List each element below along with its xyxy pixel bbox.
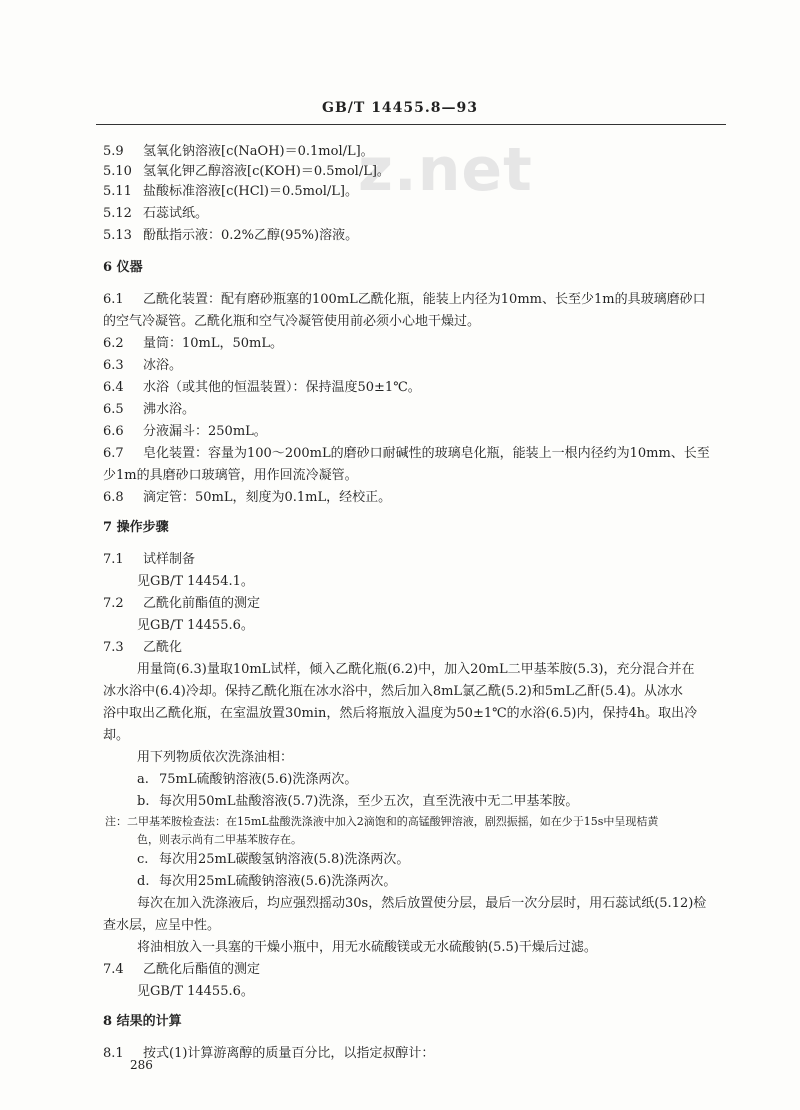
clause-text: 石蕊试纸。 — [143, 206, 209, 221]
clause-text: 按式(1)计算游离醇的质量百分比，以指定叔醇计： — [143, 1046, 435, 1061]
clause-text: 乙酰化装置：配有磨砂瓶塞的100mL乙酰化瓶，能装上内径为10mm、长至少1m的具玻璃磨砂口 — [143, 292, 706, 307]
text-line — [103, 334, 283, 354]
note-line: 注：二甲基苯胺检查法：在15mL盐酸洗涤液中加入2滴饱和的高锰酸钾溶液，剧烈振摇，如在少于15s中呈现桔黄 — [105, 815, 659, 828]
clause-number: b. — [137, 794, 150, 809]
clause-number: 6.7 — [103, 446, 124, 461]
text-line — [103, 400, 195, 420]
clause-text: 酚酞指示液：0.2%乙醇(95%)溶液。 — [143, 228, 359, 243]
text-line — [137, 792, 578, 812]
text-line — [137, 748, 293, 768]
text-line — [103, 704, 697, 724]
clause-text: 每次用25mL硫酸钠溶液(5.6)洗涤两次。 — [159, 874, 397, 889]
text-line — [103, 682, 683, 702]
clause-text: 每次在加入洗涤液后，均应强烈摇动30s，然后放置使分层，最后一次分层时，用石蕊试纸(5.12)检 — [137, 896, 707, 911]
watermark: z.net — [358, 135, 533, 205]
clause-number: 8.1 — [103, 1046, 124, 1061]
clause-text: 分液漏斗：250mL。 — [143, 424, 267, 439]
clause-number: 6.2 — [103, 336, 124, 351]
clause-text: 氢氧化钾乙醇溶液[c(KOH)＝0.5mol/L]。 — [143, 164, 390, 179]
clause-text: 用量筒(6.3)量取10mL试样，倾入乙酰化瓶(6.2)中，加入20mL二甲基苯胺(5.3)，充分混合并在 — [137, 662, 695, 677]
clause-text: 75mL硫酸钠溶液(5.6)洗涤两次。 — [159, 772, 358, 787]
section-heading: 8 结果的计算 — [103, 1014, 182, 1029]
clause-number: 5.11 — [103, 184, 132, 199]
text-line — [137, 616, 254, 636]
text-line — [103, 638, 182, 658]
clause-text: 冰水浴中(6.4)冷却。保持乙酰化瓶在冰水浴中，然后加入8mL氯乙酰(5.2)和5mL乙酐(5.4)。从冰水 — [103, 684, 683, 699]
clause-text: 盐酸标准溶液[c(HCl)＝0.5mol/L]。 — [143, 184, 359, 199]
clause-number: 7.3 — [103, 640, 124, 655]
clause-number: 5.9 — [103, 144, 124, 159]
clause-text: 见GB/T 14455.6。 — [137, 984, 254, 999]
clause-text: 量筒：10mL，50mL。 — [143, 336, 284, 351]
section-heading: 7 操作步骤 — [103, 520, 169, 535]
clause-number: 5.10 — [103, 164, 132, 179]
clause-text: 见GB/T 14454.1。 — [137, 574, 254, 589]
text-line — [103, 312, 480, 332]
clause-text: 滴定管：50mL，刻度为0.1mL，经校正。 — [143, 490, 392, 505]
clause-text: 却。 — [103, 728, 130, 743]
page-number: 286 — [130, 1058, 153, 1072]
clause-text: 氢氧化钠溶液[c(NaOH)＝0.1mol/L]。 — [143, 144, 374, 159]
clause-number: 6.8 — [103, 490, 124, 505]
clause-text: 乙酰化前酯值的测定 — [143, 596, 261, 611]
text-line — [103, 162, 390, 182]
text-line — [103, 356, 182, 376]
text-line — [103, 444, 710, 464]
text-line — [137, 770, 357, 790]
clause-number: 5.13 — [103, 228, 132, 243]
text-line — [103, 290, 706, 310]
text-line — [137, 850, 409, 870]
clause-text: 少1m的具磨砂口玻璃管，用作回流冷凝管。 — [103, 468, 358, 483]
text-line — [103, 182, 358, 202]
text-line — [137, 894, 706, 914]
text-line — [103, 960, 260, 980]
clause-text: 冰浴。 — [143, 358, 183, 373]
clause-number: a. — [137, 772, 149, 787]
clause-text: 乙酰化后酯值的测定 — [143, 962, 261, 977]
text-line — [137, 982, 254, 1002]
clause-number: 6.6 — [103, 424, 124, 439]
clause-text: 用下列物质依次洗涤油相： — [137, 750, 294, 765]
document-header: GB/T 14455.8—93 — [322, 100, 478, 116]
clause-number: c. — [137, 852, 149, 867]
clause-text: 皂化装置：容量为100～200mL的磨砂口耐碱性的玻璃皂化瓶，能装上一根内径约为10mm、长至 — [143, 446, 710, 461]
clause-text: 试样制备 — [143, 552, 196, 567]
note-line: 色，则表示尚有二甲基苯胺存在。 — [137, 833, 302, 846]
text-line — [137, 660, 694, 680]
clause-number: 6.1 — [103, 292, 124, 307]
clause-text: 乙酰化 — [143, 640, 183, 655]
clause-number: 6.4 — [103, 380, 124, 395]
clause-text: 沸水浴。 — [143, 402, 196, 417]
clause-text: 每次用50mL盐酸溶液(5.7)洗涤，至少五次，直至洗液中无二甲基苯胺。 — [159, 794, 579, 809]
clause-number: d. — [137, 874, 150, 889]
text-line — [137, 938, 597, 958]
clause-text: 水浴（或其他的恒温装置）：保持温度50±1℃。 — [143, 380, 421, 395]
text-line — [103, 422, 267, 442]
text-line — [137, 572, 254, 592]
text-line — [103, 378, 421, 398]
clause-number: 6.5 — [103, 402, 124, 417]
text-line — [103, 916, 220, 936]
clause-number: 5.12 — [103, 206, 132, 221]
text-line — [103, 488, 391, 508]
text-line — [103, 550, 195, 570]
clause-text: 查水层，应呈中性。 — [103, 918, 221, 933]
text-line — [103, 594, 260, 614]
clause-number: 7.4 — [103, 962, 124, 977]
text-line — [103, 142, 374, 162]
clause-text: 将油相放入一具塞的干燥小瓶中，用无水硫酸镁或无水硫酸钠(5.5)干燥后过滤。 — [137, 940, 597, 955]
section-heading: 6 仪器 — [103, 260, 143, 275]
clause-number: 7.2 — [103, 596, 124, 611]
clause-number: 6.3 — [103, 358, 124, 373]
clause-text: 的空气冷凝管。乙酰化瓶和空气冷凝管使用前必须小心地干燥过。 — [103, 314, 481, 329]
clause-number: 7.1 — [103, 552, 124, 567]
clause-text: 每次用25mL碳酸氢钠溶液(5.8)洗涤两次。 — [159, 852, 410, 867]
header-rule — [96, 124, 726, 125]
text-line — [103, 466, 358, 486]
clause-text: 浴中取出乙酰化瓶，在室温放置30min，然后将瓶放入温度为50±1℃的水浴(6.5)内，保持4h。取出冷 — [103, 706, 698, 721]
text-line — [137, 872, 396, 892]
text-line — [103, 726, 129, 746]
clause-text: 见GB/T 14455.6。 — [137, 618, 254, 633]
text-line — [103, 226, 358, 246]
text-line — [103, 204, 208, 224]
